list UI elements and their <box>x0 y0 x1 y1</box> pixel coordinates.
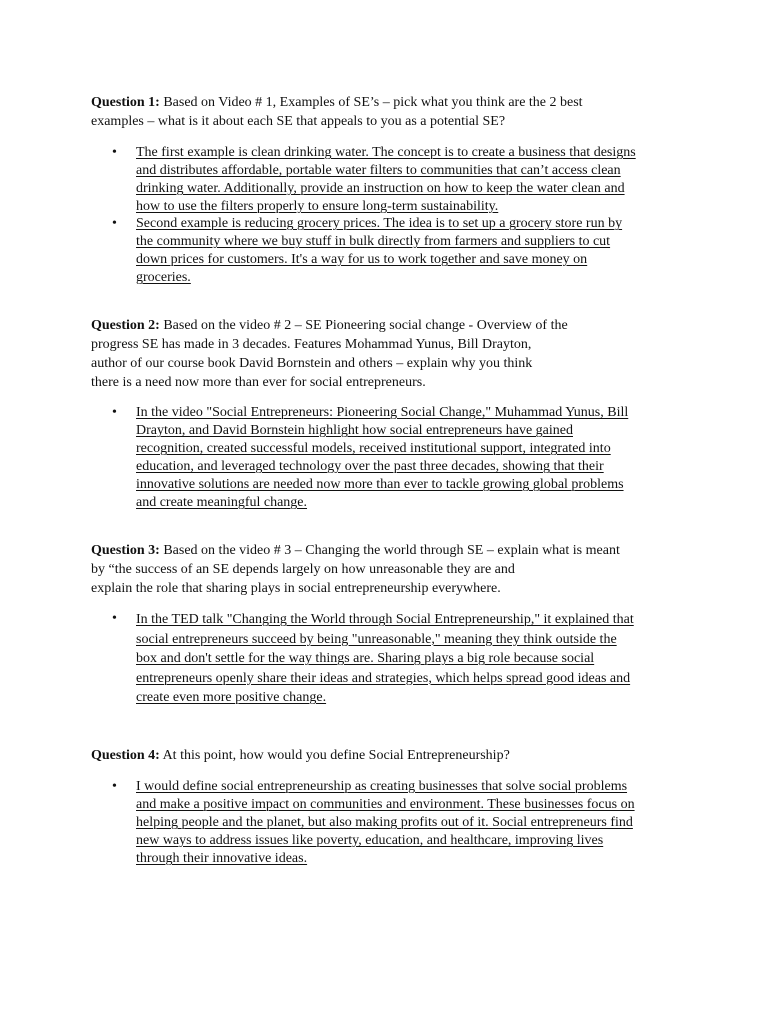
answer-line: and make a positive impact on communities and environment. These businesses focus on <box>136 797 635 812</box>
question-2-prompt-line-1: Based on the video # 2 – SE Pioneering social change - Overview of the <box>159 318 568 333</box>
answer-line: recognition, created successful models, received institutional support, integrated into <box>136 441 611 456</box>
question-4 <box>91 746 671 765</box>
answer-line: groceries. <box>136 270 191 285</box>
answer-line: the community where we buy stuff in bulk directly from farmers and suppliers to cut <box>136 234 611 249</box>
question-1-label: Question 1: <box>91 95 160 110</box>
answer-line: social entrepreneurs succeed by being "unreasonable," meaning they think outside the <box>136 631 617 647</box>
answer-line: how to use the filters properly to ensure long-term sustainability. <box>136 199 499 214</box>
question-1 <box>91 93 671 131</box>
answer-text <box>136 778 635 868</box>
answer-line: education, and leveraged technology over the past three decades, showing that their <box>136 459 604 474</box>
answer-line: innovative solutions are needed now more than ever to tackle growing global problems <box>136 477 624 492</box>
answer-line: Second example is reducing grocery prices. The idea is to set up a grocery store run by <box>136 216 623 231</box>
answer-line: drinking water. Additionally, provide an instruction on how to keep the water clean and <box>136 181 625 196</box>
answer-line: create even more positive change. <box>136 690 327 705</box>
question-3-prompt-line-2: by “the success of an SE depends largely on how unreasonable they are and <box>91 562 515 577</box>
answer-line: The first example is clean drinking water. The concept is to create a business that designs <box>136 145 636 160</box>
question-2-prompt-line-2: progress SE has made in 3 decades. Features Mohammad Yunus, Bill Drayton, <box>91 337 532 352</box>
question-3-prompt-line-3: explain the role that sharing plays in social entrepreneurship everywhere. <box>91 581 501 596</box>
question-2 <box>91 316 671 392</box>
answer-line: new ways to address issues like poverty, education, and healthcare, improving lives <box>136 833 604 848</box>
question-2-label: Question 2: <box>91 318 160 333</box>
question-1-line-1 <box>91 93 671 112</box>
answer-text <box>136 144 636 216</box>
answer-text <box>136 404 628 512</box>
question-3 <box>91 541 671 598</box>
answer-line: In the TED talk "Changing the World through Social Entrepreneurship," it explained that <box>136 612 634 627</box>
bullet-point: • <box>112 405 117 420</box>
question-4-prompt-line-1: At this point, how would you define Social Entrepreneurship? <box>159 748 510 763</box>
answer-line: helping people and the planet, but also making profits out of it. Social entrepreneurs find <box>136 815 633 830</box>
question-4-label: Question 4: <box>91 748 160 763</box>
question-3-prompt-line-1: Based on the video # 3 – Changing the world through SE – explain what is meant <box>159 543 620 558</box>
bullet-point: • <box>112 216 117 231</box>
question-3-label: Question 3: <box>91 543 160 558</box>
question-2-prompt-line-4: there is a need now more than ever for social entrepreneurs. <box>91 375 426 390</box>
answer-line: through their innovative ideas. <box>136 851 308 866</box>
bullet-point: • <box>112 779 117 794</box>
answer-text <box>136 215 622 287</box>
answer-line: down prices for customers. It's a way for us to work together and save money on <box>136 252 588 267</box>
question-4-line-1 <box>91 746 671 765</box>
answer-line: Drayton, and David Bornstein highlight how social entrepreneurs have gained <box>136 423 573 438</box>
bullet-point: • <box>112 145 117 160</box>
answer-line: and create meaningful change. <box>136 495 308 510</box>
answer-line: box and don't settle for the way things are. Sharing plays a big role because social <box>136 651 595 666</box>
answer-line: entrepreneurs openly share their ideas and strategies, which helps spread good ideas and <box>136 670 631 686</box>
question-2-prompt-line-3: author of our course book David Bornstein and others – explain why you think <box>91 356 533 371</box>
question-2-line-1 <box>91 316 671 335</box>
bullet-point: • <box>112 611 117 626</box>
answer-text <box>136 610 634 708</box>
answer-line: In the video "Social Entrepreneurs: Pioneering Social Change," Muhammad Yunus, Bill <box>136 405 629 420</box>
answer-line: and distributes affordable, portable water filters to communities that can’t access clean <box>136 163 621 178</box>
question-3-line-1 <box>91 541 671 560</box>
question-1-prompt-line-2: examples – what is it about each SE that appeals to you as a potential SE? <box>91 114 506 129</box>
question-1-prompt-line-1: Based on Video # 1, Examples of SE’s – pick what you think are the 2 best <box>159 95 583 110</box>
answer-line: I would define social entrepreneurship as creating businesses that solve social problems <box>136 779 628 794</box>
